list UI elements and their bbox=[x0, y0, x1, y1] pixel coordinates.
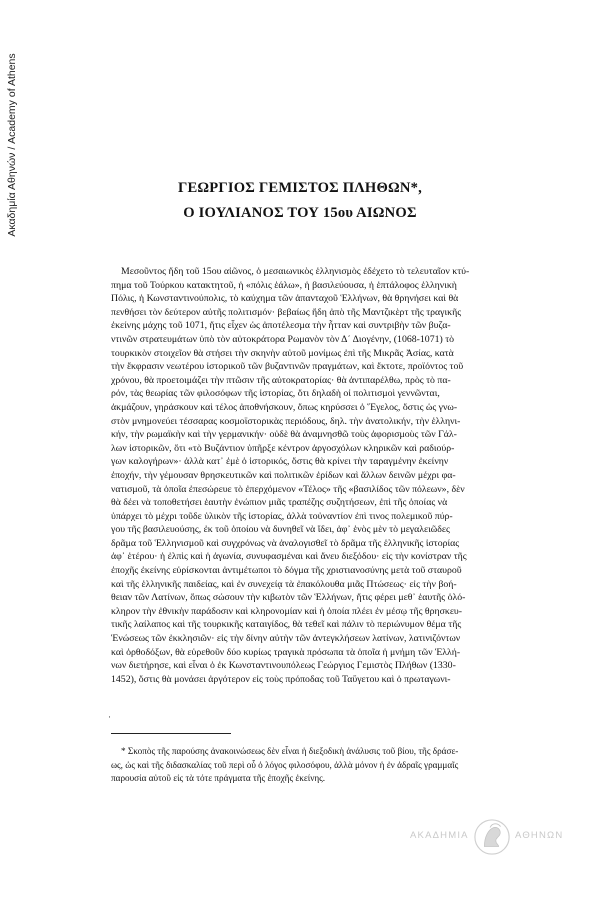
body-text-line: ρόν, τὰς θεωρίας τῶν φιλοσόφων τῆς ἱστορίας, ὅτι δηλαδὴ οἱ πολιτισμοὶ γεννῶνται, bbox=[111, 388, 440, 400]
body-text-line: ἐκείνης μάχης τοῦ 1071, ἥτις εἶχεν ὡς ἀποτέλεσμα τὴν ἧτταν καὶ συντριβὴν τῶν βυζα- bbox=[111, 320, 451, 332]
footnote-rule bbox=[111, 733, 231, 734]
body-text-line: κήν, τὴν ρωμαϊκὴν καὶ τὴν γερμανικήν· οὐδὲ θὰ ἀναμνησθῶ τοὺς ἀφορισμοὺς τῶν Γάλ- bbox=[111, 429, 457, 441]
body-text-line: στὸν μνημονεύει τέσσαρας κοσμοϊστορικὰς περιόδους, δηλ. τὴν ἀνατολικήν, τὴν ἑλληνι- bbox=[111, 415, 461, 427]
footnote-line: * Σκοπὸς τῆς παρούσης ἀνακοινώσεως δὲν εἶναι ἡ διεξοδικὴ ἀνάλυσις τοῦ βίου, τῆς δράσε- bbox=[121, 746, 459, 756]
body-text-line: τουρκικὸν στοιχεῖον θὰ στήσει τὴν σκηνὴν αὐτοῦ μονίμως ἐπὶ τῆς Μικρᾶς Ἀσίας, κατὰ bbox=[111, 347, 454, 359]
body-text-line: πημα τοῦ Τούρκου κατακτητοῦ, ἡ «πόλις ἑάλω», ἡ βασιλεύουσα, ἡ ἑπτάλοφος ἑλληνικὴ bbox=[111, 279, 457, 291]
body-text-line: ὑπάρχει τὸ μέχρι τοῦδε ὑλικὸν τῆς ἱστορίας, ἀλλὰ τοὐναντίον ἐπὶ τινος πολεμικοῦ πύρ- bbox=[111, 510, 453, 522]
body-text-line: νων διετήρησε, καὶ εἶναι ὁ ἐκ Κωνσταντινουπόλεως Γεώργιος Γεμιστὸς Πλήθων (1330- bbox=[111, 660, 456, 672]
academy-watermark bbox=[395, 818, 575, 856]
body-text-line: τικῆς λαίλαπος καὶ τῆς τουρκικῆς καταιγίδος, θὰ τεθεῖ καὶ πάλιν τὸ περιώνυμον θέμα τῆς bbox=[111, 619, 462, 631]
side-label-text: Ακαδημία Αθηνών / Academy of Athens bbox=[6, 53, 18, 237]
body-text-line: ντινῶν στρατευμάτων ὑπὸ τὸν αὐτοκράτορα Ρωμανὸν τὸν Δ΄ Διογένην, (1068-1071) τὸ bbox=[111, 333, 455, 345]
body-text-line: χρόνου, θὰ προετοιμάζει τὴν πτῶσιν τῆς αὐτοκρατορίας· θὰ ἀντιπαρέλθω, πρὸς τὸ πα- bbox=[111, 374, 451, 386]
body-text-line: ἀφ᾽ ἑτέρου· ἡ ἐλπὶς καὶ ἡ ἀγωνία, συνυφασμέναι καὶ ἄνευ διεξόδου· εἰς τὴν κονίστραν τῆς bbox=[111, 551, 467, 563]
body-text-line: λων ἱστορικῶν, ὅτι «τὸ Βυζάντιον ὑπῆρξε κέντρον ἀργοσχόλων κληρικῶν καὶ ραδιούρ- bbox=[111, 442, 455, 454]
body-text-line: νατισμοῦ, τὰ ὁποῖα ἐπεσώρευε τὸ ἐπερχόμενον «Τέλος» τῆς «βασιλίδος τῶν πόλεων», δὲν bbox=[111, 483, 465, 495]
footnote bbox=[111, 745, 531, 786]
body-text-line: καὶ τῆς ἑλληνικῆς παιδείας, καὶ ἐν συνεχείᾳ τὰ ἐπακόλουθα μιᾶς Πτώσεως· εἰς τὴν βοή- bbox=[111, 578, 457, 590]
body-text-line: ἐποχῆς ἐκείνης εὑρίσκονται ἀντιμέτωποι τὸ δόγμα τῆς χριστιανοσύνης μετὰ τοῦ σταυροῦ bbox=[111, 565, 462, 577]
body-text-line: τὴν ἔκφρασιν νεωτέρου ἱστορικοῦ τῶν βυζαντινῶν πραγμάτων, καὶ ἔκτοτε, προϊόντος τοῦ bbox=[111, 361, 464, 373]
body-text-line: καὶ ὀρθοδόξων, θὰ εὑρεθοῦν δύο κυρίως τραγικὰ πρόσωπα τὰ ὁποῖα ἡ μνήμη τῶν Ἑλλή- bbox=[111, 646, 461, 658]
body-text-line: γου τῆς βασιλευούσης, ἐκ τοῦ ὁποίου νὰ δυνηθεῖ νὰ ἴδει, ἀφ᾽ ἑνὸς μὲν τὸ μεγαλειῶδες bbox=[111, 524, 450, 536]
margin-mark: · bbox=[108, 712, 111, 722]
body-text-line: δρᾶμα τοῦ Ἑλληνισμοῦ καὶ συγχρόνως νὰ ἀναλογισθεῖ τὸ δρᾶμα τῆς ἑλληνικῆς ἱστορίας bbox=[111, 537, 460, 549]
body-text-line: ἐποχήν, τὴν γέμουσαν θρησκευτικῶν καὶ πολιτικῶν ἐρίδων καὶ ἄλλων δεινῶν μέχρι φα- bbox=[111, 469, 456, 481]
watermark-text-right: ΑΘΗΝΩΝ bbox=[515, 830, 564, 841]
body-text-line: ἀκμάζουν, γηράσκουν καὶ τέλος ἀποθνήσκουν, ὅπως κηρύσσει ὁ Ἕγελος, ὅστις ὡς γνω- bbox=[111, 401, 458, 413]
side-watermark-label bbox=[3, 30, 21, 260]
article-body bbox=[111, 265, 531, 686]
footnote-line: ως, ὡς καὶ τῆς διδασκαλίας τοῦ περὶ οὗ ὁ λόγος φιλοσόφου, ἀλλὰ μόνον ἡ ἐν ἀδραῖς γραμμαῖς bbox=[111, 759, 459, 770]
body-text-line: 1452), ὅστις θὰ μονάσει ἀργότερον εἰς τοὺς πρόποδας τοῦ Ταΰγετου καὶ ὁ πρωταγωνι- bbox=[111, 673, 451, 685]
body-text-line: κληρον τὴν ἐθνικὴν παράδοσιν καὶ κληρονομίαν καὶ ἡ ὁποία πλέει ἐν μέσῳ τῆς θρησκευ- bbox=[111, 605, 463, 617]
article-title bbox=[110, 176, 490, 226]
footnote-line: παρουσία αὐτοῦ εἰς τὰ τότε πράγματα τῆς ἐποχῆς ἐκείνης. bbox=[111, 773, 326, 783]
body-text-line: πενθήσει τὸν δεύτερον αὐτῆς πολιτισμόν· βεβαίως ἤδη ἀπὸ τῆς Μαντζικὲρτ τῆς τραγικῆς bbox=[111, 306, 462, 318]
body-text-line: Μεσοῦντος ἤδη τοῦ 15ου αἰῶνος, ὁ μεσαιωνικὸς ἑλληνισμὸς ἐδέχετο τὸ τελευταῖον κτύ- bbox=[121, 266, 470, 277]
title-line-1: ΓΕΩΡΓΙΟΣ ΓΕΜΙΣΤΟΣ ΠΛΗΘΩΝ*, bbox=[177, 180, 423, 196]
title-line-2: Ο ΙΟΥΛΙΑΝΟΣ ΤΟΥ 15ου ΑΙΩΝΟΣ bbox=[183, 205, 417, 221]
watermark-text-left: ΑΚΑΔΗΜΙΑ bbox=[410, 830, 469, 841]
athena-seal-icon bbox=[473, 818, 511, 856]
body-text-line: θὰ δέει νὰ τοποθετήσει ἑαυτὴν ἐνώπιον μιᾶς τραπέζης συζητήσεων, ἐπὶ τῆς ὁποίας νὰ bbox=[111, 497, 448, 509]
body-text-line: Ἑνώσεως τῶν ἐκκλησιῶν· εἰς τὴν δίνην αὐτὴν τῶν ἀντεγκλήσεων λατίνων, λατινιζόντων bbox=[111, 633, 461, 645]
body-text-line: γων καλογήρων»· ἀλλὰ κατ᾽ ἐμὲ ὁ ἱστορικός, ὅστις θὰ κρίνει τὴν ταραγμένην ἐκείνην bbox=[111, 456, 449, 468]
body-text-line: Πόλις, ἡ Κωνσταντινούπολις, τὸ καύχημα τῶν ἁπανταχοῦ Ἑλλήνων, θὰ θρηνήσει καὶ θὰ bbox=[111, 293, 459, 305]
body-text-line: θειαν τῶν Λατίνων, ὅπως σώσουν τὴν κιβωτὸν τῶν Ἑλλήνων, ἥτις φέρει μεθ᾽ ἑαυτῆς ὁλό- bbox=[111, 592, 466, 604]
